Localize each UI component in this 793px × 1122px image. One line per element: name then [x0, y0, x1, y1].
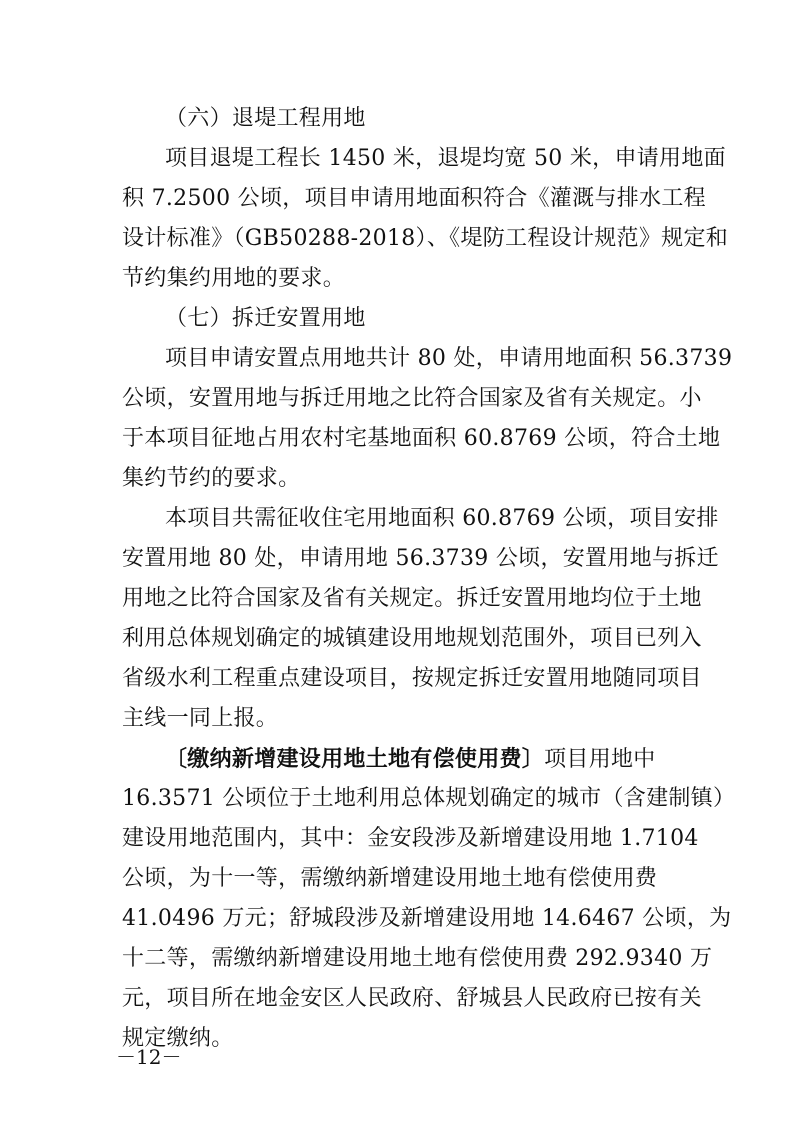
section-6-line: 积 7.2500 公顷，项目申请用地面积符合《灌溉与排水工程	[122, 186, 706, 211]
section-7b-line: 安置用地 80 处，申请用地 56.3739 公顷，安置用地与拆迁	[122, 546, 719, 571]
section-7-line: 项目申请安置点用地共计 80 处，申请用地面积 56.3739	[165, 346, 733, 371]
section-6-line: 设计标准》（GB50288-2018）、《堤防工程设计规范》规定和	[122, 226, 729, 251]
page-number: －12－	[116, 1045, 182, 1069]
section-7-title: （七）拆迁安置用地	[165, 306, 366, 331]
section-7-line: 于本项目征地占用农村宅基地面积 60.8769 公顷，符合土地	[122, 426, 721, 451]
fee-first-line	[165, 744, 656, 775]
section-7b-line: 利用总体规划确定的城镇建设用地规划范围外，项目已列入	[122, 626, 702, 651]
section-7b-line: 用地之比符合国家及省有关规定。拆迁安置用地均位于土地	[122, 586, 702, 611]
section-7b-line: 本项目共需征收住宅用地面积 60.8769 公顷，项目安排	[165, 506, 719, 531]
fee-line: 16.3571 公顷位于土地利用总体规划确定的城市（含建制镇）	[122, 786, 736, 811]
fee-line: 公顷，为十一等，需缴纳新增建设用地土地有偿使用费	[122, 866, 658, 891]
fee-first-line-rest: 项目用地中	[544, 747, 656, 772]
section-6-line: 项目退堤工程长 1450 米，退堤均宽 50 米，申请用地面	[165, 146, 726, 171]
fee-heading: 〔缴纳新增建设用地土地有偿使用费〕	[165, 746, 545, 772]
section-7-line: 公顷，安置用地与拆迁用地之比符合国家及省有关规定。小	[122, 386, 702, 411]
fee-line: 规定缴纳。	[122, 1026, 234, 1051]
section-7-line: 集约节约的要求。	[122, 466, 301, 491]
section-6-title: （六）退堤工程用地	[165, 106, 366, 131]
section-7b-line: 主线一同上报。	[122, 706, 279, 731]
section-6-line: 节约集约用地的要求。	[122, 266, 346, 291]
fee-line: 建设用地范围内，其中：金安段涉及新增建设用地 1.7104	[122, 826, 699, 851]
fee-line: 元，项目所在地金安区人民政府、舒城县人民政府已按有关	[122, 986, 702, 1011]
section-7b-line: 省级水利工程重点建设项目，按规定拆迁安置用地随同项目	[122, 666, 702, 691]
fee-line: 41.0496 万元；舒城段涉及新增建设用地 14.6467 公顷，为	[122, 906, 732, 931]
fee-line: 十二等，需缴纳新增建设用地土地有偿使用费 292.9340 万	[122, 946, 713, 971]
